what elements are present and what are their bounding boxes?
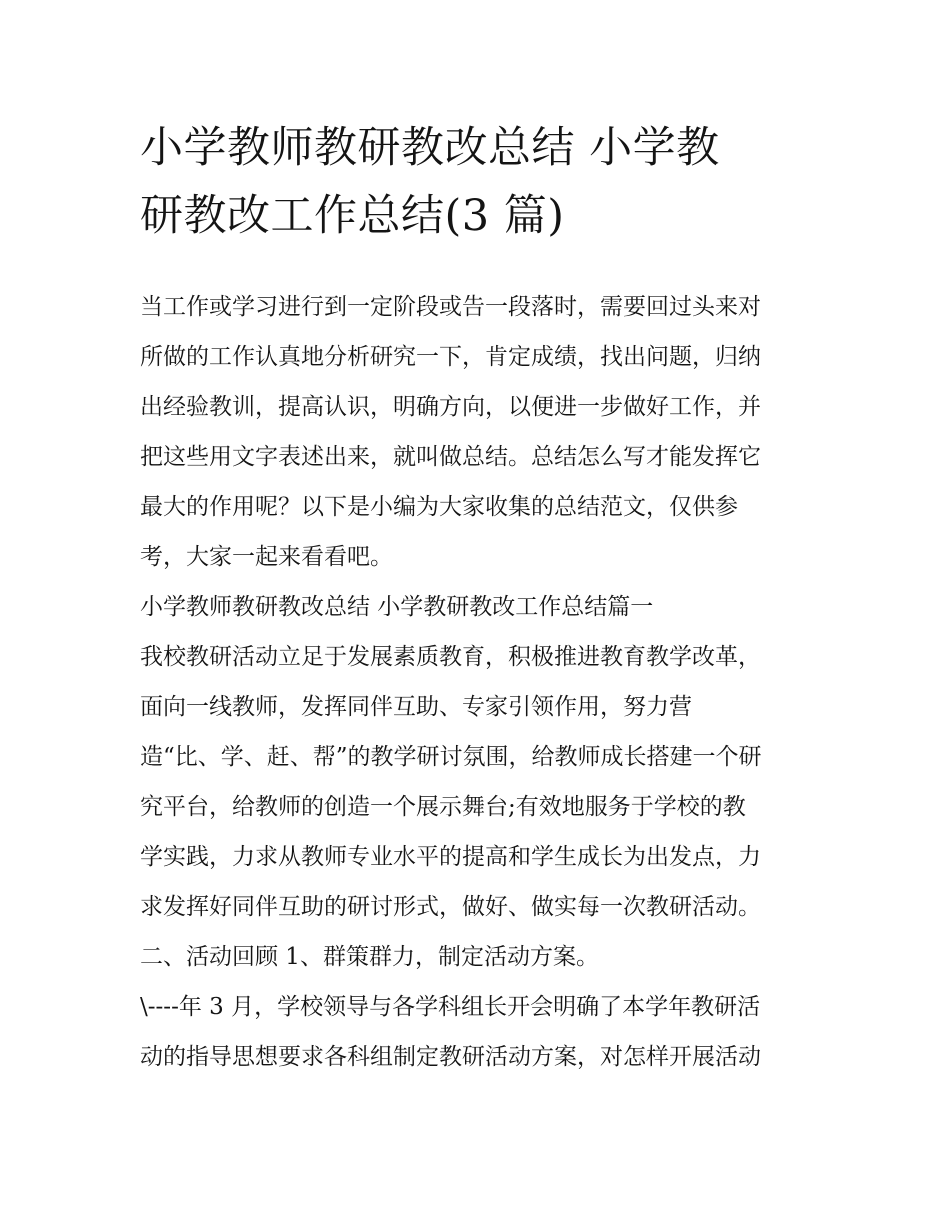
intro-line: 最大的作用呢？以下是小编为大家收集的总结范文，仅供参 — [140, 494, 738, 520]
intro-line: 出经验教训，提高认识，明确方向，以便进一步做好工作，并 — [140, 394, 761, 420]
title-line-2 — [140, 182, 820, 250]
section-line: 面向一线教师，发挥同伴互助、专家引领作用，努力营 — [140, 694, 692, 720]
activity-paragraph — [140, 982, 820, 1082]
activity-line: \----年 3 月，学校领导与各学科组长开会明确了本学年教研活 — [140, 994, 761, 1020]
document-title — [140, 114, 820, 250]
activity-line: 动的指导思想要求各科组制定教研活动方案，对怎样开展活动 — [140, 1044, 761, 1070]
title-line-1: 小学教师教研教改总结 小学教 — [140, 123, 720, 173]
section-line: 求发挥好同伴互助的研讨形式，做好、做实每一次教研活动。 — [140, 894, 761, 920]
section-line: 学实践，力求从教师专业水平的提高和学生成长为出发点，力 — [140, 844, 761, 870]
document-body — [140, 282, 820, 1082]
section-line: 我校教研活动立足于发展素质教育，积极推进教育教学改革， — [140, 644, 761, 670]
intro-line: 考，大家一起来看看吧。 — [140, 544, 393, 570]
activity-heading: 二、活动回顾 1、群策群力，制定活动方案。 — [140, 944, 599, 970]
intro-line: 把这些用文字表述出来，就叫做总结。总结怎么写才能发挥它 — [140, 444, 761, 470]
section-heading: 小学教师教研教改总结 小学教研教改工作总结篇一 — [140, 594, 654, 620]
section-paragraph — [140, 632, 820, 932]
title-line-2-text: 研教改工作总结(3 篇) — [140, 191, 565, 241]
intro-paragraph — [140, 282, 820, 582]
intro-line: 所做的工作认真地分析研究一下，肯定成绩，找出问题，归纳 — [140, 344, 761, 370]
section-line: 造“比、学、赶、帮”的教学研讨氛围，给教师成长搭建一个研 — [140, 744, 762, 770]
section-line: 究平台，给教师的创造一个展示舞台;有效地服务于学校的教 — [140, 794, 746, 820]
intro-line: 当工作或学习进行到一定阶段或告一段落时，需要回过头来对 — [140, 294, 761, 320]
